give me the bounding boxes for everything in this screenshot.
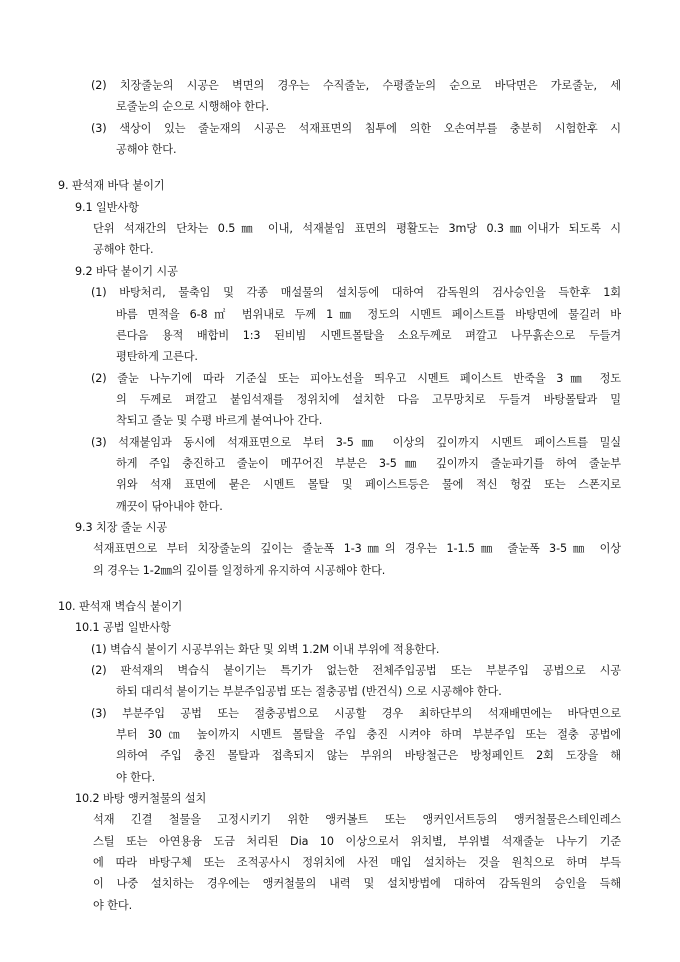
s101-item2-line2: 하되 대리석 붙이기는 부분주입공법 또는 절충공법 (반건식) 으로 시공해야 한다. (116, 685, 502, 698)
s92-item3-line3: 위와 석재 표면에 묻은 시멘트 몰탈 및 페이스트등은 물에 적신 헝겊 또는 스폰지로 (116, 478, 621, 491)
section-9-3-line2: 의 경우는 1-2㎜의 깊이를 일정하게 유지하여 시공해야 한다. (93, 564, 386, 577)
section-9-heading: 9. 판석재 바닥 붙이기 (58, 179, 165, 192)
section-9-3-line1: 석재표면으로 부터 치장줄눈의 깊이는 줄눈폭 1-3㎜의 경우는 1-1.5㎜ 줄눈폭 3-5㎜ 이상 (93, 542, 621, 555)
section-9-1-heading: 9.1 일반사항 (75, 201, 139, 214)
s101-item3-line1: (3) 부분주입 공법 또는 절충공법으로 시공할 경우 최하단부의 석재배면에는 바닥면으로 (91, 707, 621, 720)
section-10-2-heading: 10.2 바탕 앵커철물의 설치 (75, 792, 207, 805)
section-9-1-line1: 단위 석재간의 단차는 0.5㎜ 이내, 석재붙임 표면의 평활도는 3m당 0.3㎜이내가 되도록 시 (93, 222, 621, 235)
s92-item1-line1: (1) 바탕처리, 물축임 및 각종 매설물의 설치등에 대하여 감독원의 검사승인을 득한후 1회 (91, 286, 621, 299)
s92-item2-line3: 착되고 줄눈 및 수평 바르게 붙여나아 간다. (116, 414, 323, 427)
s8-item2-line2: 로줄눈의 순으로 시행해야 한다. (116, 100, 270, 113)
s101-item2-line1: (2) 판석재의 벽습식 붙이기는 특기가 없는한 전체주입공법 또는 부분주입 공법으로 시공 (91, 664, 621, 677)
section-10-heading: 10. 판석재 벽습식 붙이기 (58, 600, 183, 613)
s101-item1-line1: (1) 벽습식 붙이기 시공부위는 화단 및 외벽 1.2M 이내 부위에 적용한다. (91, 643, 440, 656)
section-9-2-heading: 9.2 바닥 붙이기 시공 (75, 265, 178, 278)
s92-item2-line1: (2) 줄눈 나누기에 따라 기준실 또는 피아노선을 띄우고 시멘트 페이스트 반죽을 3㎜ 정도 (91, 372, 621, 385)
s101-item3-line3: 의하여 주입 충진 몰탈과 접촉되지 않는 부위의 바탕철근은 방청페인트 2회 도장을 해 (116, 749, 621, 762)
s92-item3-line2: 하게 주입 충진하고 줄눈이 메꾸어진 부분은 3-5㎜ 깊이까지 줄눈파기를 하여 줄눈부 (116, 457, 621, 470)
s8-item3-line1: (3) 색상이 있는 줄눈재의 시공은 석재표면의 침투에 의한 오손여부를 충분히 시험한후 시 (91, 122, 621, 135)
s92-item1-line2: 바름 면적을 6-8㎡ 범위내로 두께 1㎜ 정도의 시멘트 페이스트를 바탕면에 물길러 바 (116, 308, 621, 321)
s92-item3-line4: 깨끗이 닦아내야 한다. (116, 500, 223, 513)
s92-item2-line2: 의 두께로 펴깔고 붙임석재를 정위치에 설치한 다음 고무망치로 두들겨 바탕몰탈과 밀 (116, 393, 621, 406)
section-10-2-line1: 석재 긴결 철물을 고정시키기 위한 앵커볼트 또는 앵커인서트등의 앵커철물은스테인레스 (93, 813, 621, 826)
s8-item3-line2: 공해야 한다. (116, 143, 177, 156)
s8-item2-line1: (2) 치장줄눈의 시공은 벽면의 경우는 수직줄눈, 수평줄눈의 순으로 바닥면은 가로줄눈, 세 (91, 79, 621, 92)
s101-item3-line4: 야 한다. (116, 771, 156, 784)
s101-item3-line2: 부터 30㎝ 높이까지 시멘트 몰탈을 주입 충진 시켜야 하며 부분주입 또는 절충 공법에 (116, 728, 621, 741)
section-10-2-line4: 이 나중 설치하는 경우에는 앵커철물의 내력 및 설치방법에 대하여 감독원의 승인을 득해 (93, 877, 621, 890)
section-10-2-line2: 스틸 또는 아연용융 도금 처리된 Dia 10 이상으로서 위치별, 부위별 석재줄눈 나누기 기준 (93, 835, 621, 848)
s92-item1-line3: 른다음 용적 배합비 1:3 된비빔 시멘트몰탈을 소요두께로 펴깔고 나무흙손으로 두들겨 (116, 329, 621, 342)
section-10-1-heading: 10.1 공법 일반사항 (75, 621, 171, 634)
s92-item1-line4: 평탄하게 고른다. (116, 350, 198, 363)
section-10-2-line5: 야 한다. (93, 899, 133, 912)
section-10-2-line3: 에 따라 바탕구체 또는 조적공사시 정위치에 사전 매입 설치하는 것을 원칙으로 하며 부득 (93, 856, 621, 869)
s92-item3-line1: (3) 석재붙임과 동시에 석재표면으로 부터 3-5㎜ 이상의 깊이까지 시멘트 페이스트를 밀실 (91, 436, 621, 449)
section-9-3-heading: 9.3 치장 줄눈 시공 (75, 521, 168, 534)
section-9-1-line2: 공해야 한다. (93, 243, 154, 256)
